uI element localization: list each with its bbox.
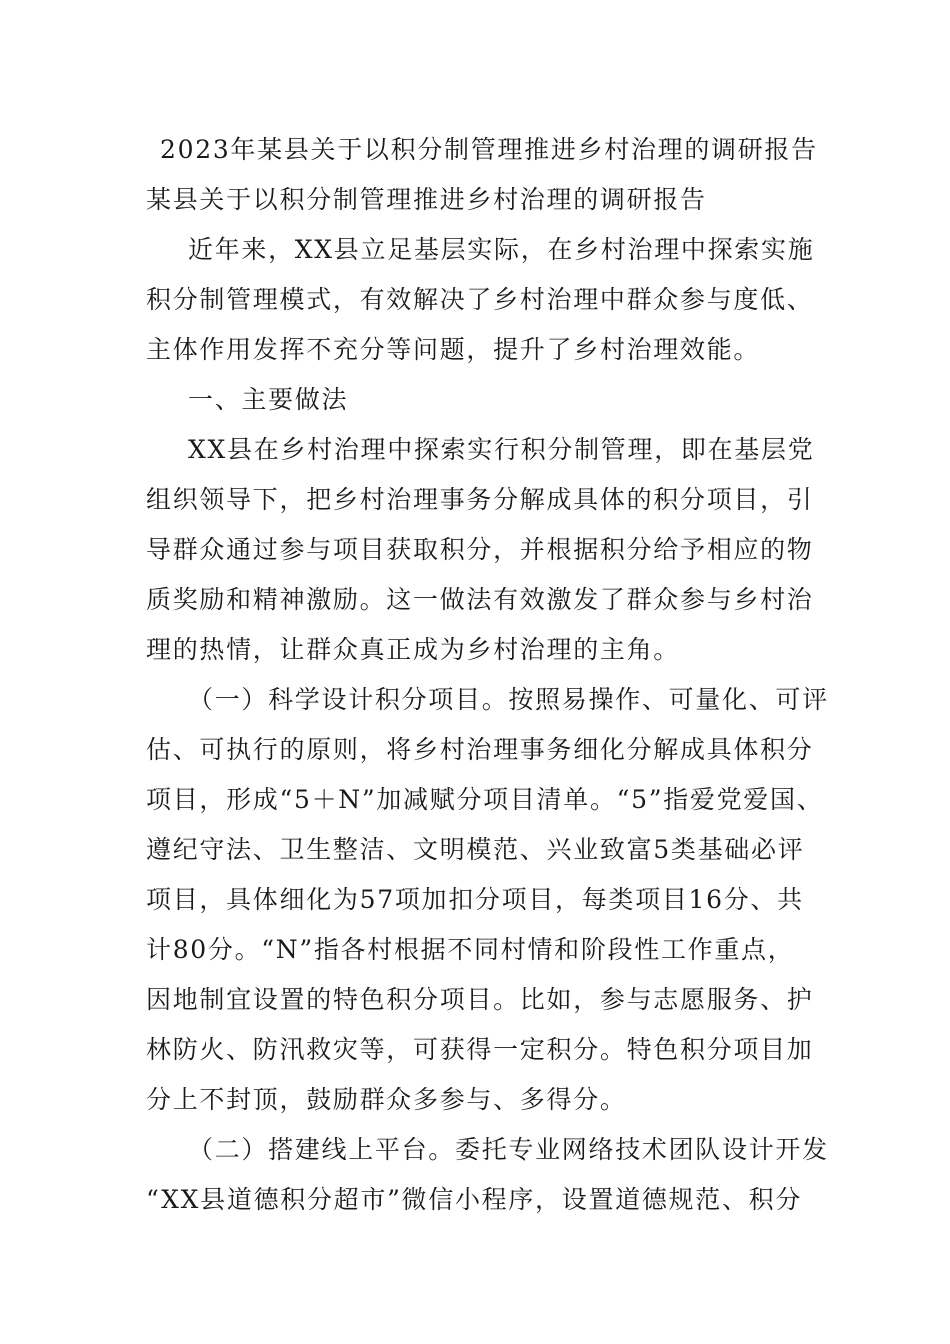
- paragraph-line: 分上不封顶，鼓励群众多参与、多得分。: [146, 1085, 627, 1114]
- paragraph-line: “XX县道德积分超市”微信小程序，设置道德规范、积分: [146, 1185, 803, 1214]
- document-title: 2023年某县关于以积分制管理推进乡村治理的调研报告: [160, 135, 818, 164]
- paragraph-line: 估、可执行的原则，将乡村治理事务细化分解成具体积分: [146, 735, 814, 764]
- paragraph-line: 主体作用发挥不充分等问题，提升了乡村治理效能。: [146, 335, 761, 364]
- paragraph-line: 项目，具体细化为57项加扣分项目，每类项目16分、共: [146, 885, 804, 914]
- paragraph-line: 遵纪守法、卫生整洁、文明模范、兴业致富5类基础必评: [146, 835, 805, 864]
- paragraph-line: （二）搭建线上平台。委托专业网络技术团队设计开发: [188, 1135, 829, 1164]
- paragraph-line: 计80分。“N”指各村根据不同村情和阶段性工作重点，: [146, 935, 795, 964]
- paragraph-line: 组织领导下，把乡村治理事务分解成具体的积分项目，引: [146, 485, 814, 514]
- paragraph-line: 因地制宜设置的特色积分项目。比如，参与志愿服务、护: [146, 985, 814, 1014]
- document-subtitle: 某县关于以积分制管理推进乡村治理的调研报告: [146, 185, 707, 214]
- paragraph-line: XX县在乡村治理中探索实行积分制管理，即在基层党: [188, 435, 815, 464]
- section-heading: 一、主要做法: [188, 385, 349, 414]
- paragraph-line: 积分制管理模式，有效解决了乡村治理中群众参与度低、: [146, 285, 814, 314]
- paragraph-line: 项目，形成“5＋N”加减赋分项目清单。“5”指爱党爱国、: [146, 785, 824, 814]
- paragraph-line: 理的热情，让群众真正成为乡村治理的主角。: [146, 635, 681, 664]
- paragraph-line: 质奖励和精神激励。这一做法有效激发了群众参与乡村治: [146, 585, 814, 614]
- paragraph-line: 导群众通过参与项目获取积分，并根据积分给予相应的物: [146, 535, 814, 564]
- paragraph-line: 林防火、防汛救灾等，可获得一定积分。特色积分项目加: [146, 1035, 814, 1064]
- paragraph-line: 近年来，XX县立足基层实际，在乡村治理中探索实施: [188, 235, 815, 264]
- paragraph-line: （一）科学设计积分项目。按照易操作、可量化、可评: [188, 685, 829, 714]
